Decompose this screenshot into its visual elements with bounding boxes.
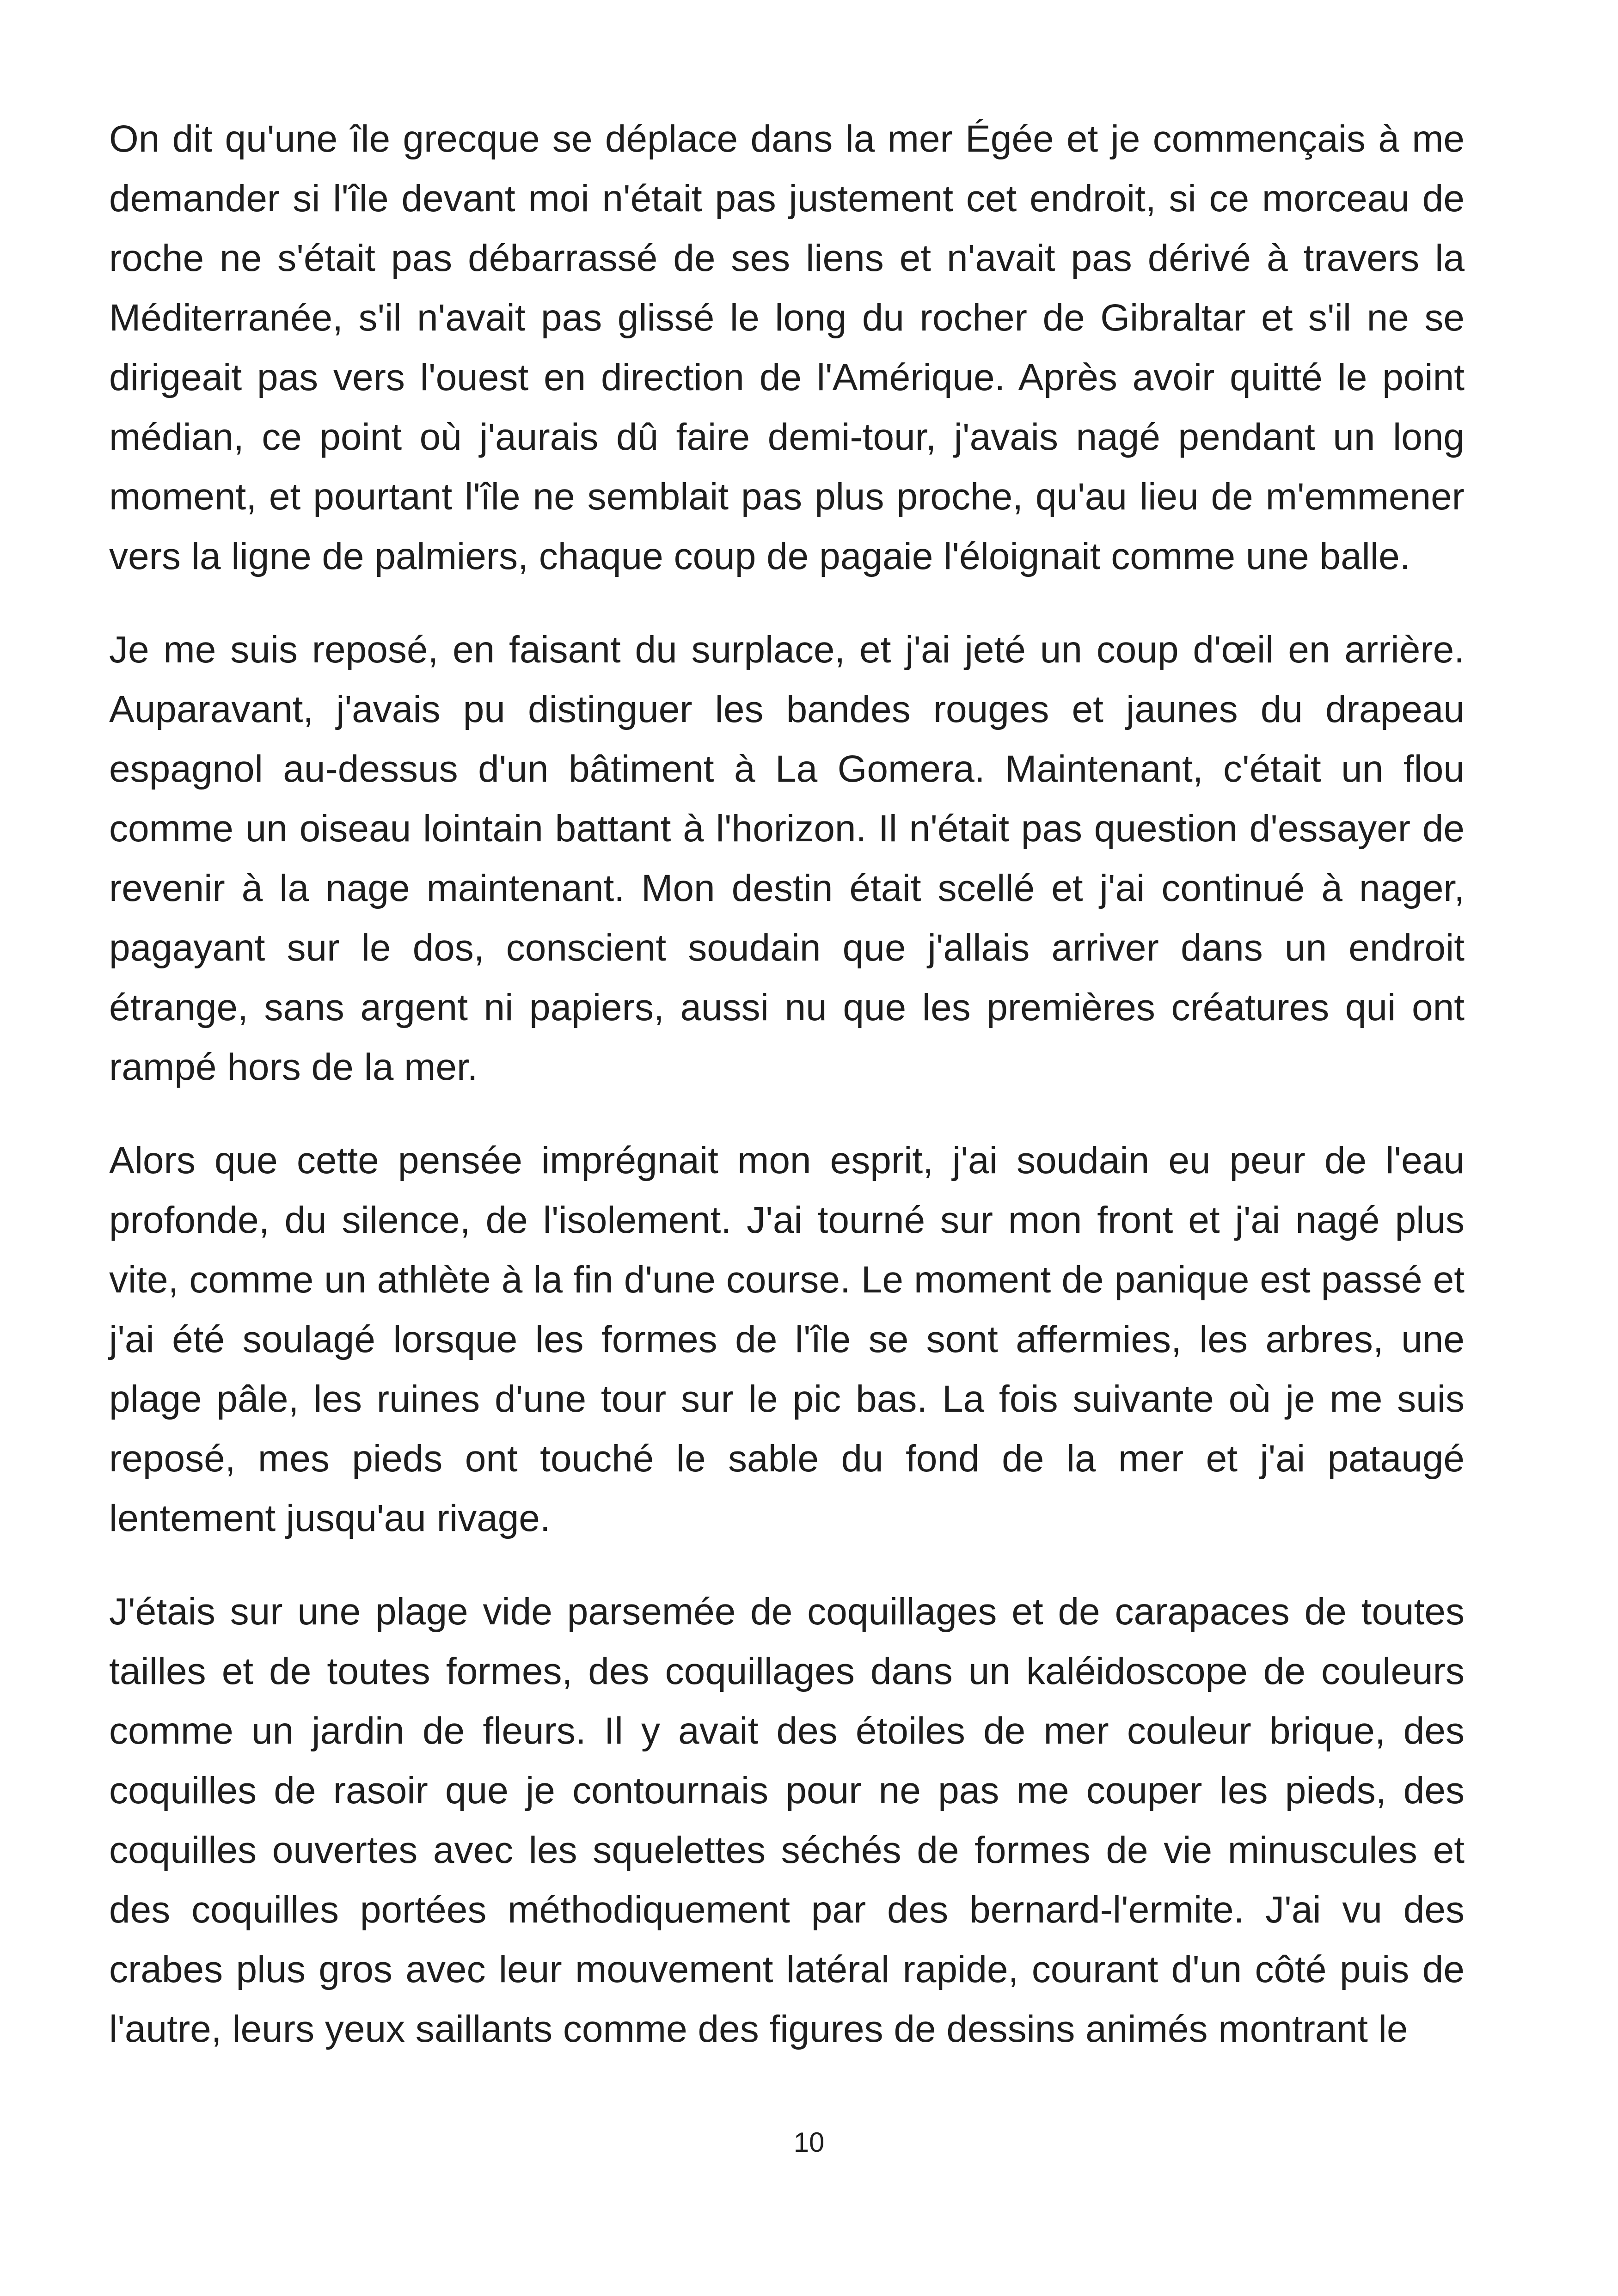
paragraph-3: Alors que cette pensée imprégnait mon esprit, j'ai soudain eu peur de l'eau profonde, du silence, de l'isolement. J'ai tourné sur mon front et j'ai nagé plus vite, comme un athlète à la fin d'une course. Le moment de panique est passé et j'ai été soulagé lorsque les formes de l'île se sont affermies, les arbres, une plage pâle, les ruines d'une tour sur le pic bas. La fois suivante où je me suis reposé, mes pieds ont touché le sable du fond de la mer et j'ai pataugé lentement jusqu'au rivage. xyxy=(109,1139,1465,1539)
document-body xyxy=(109,109,1465,2093)
page-number: 10 xyxy=(793,2127,825,2158)
paragraph-1: On dit qu'une île grecque se déplace dans la mer Égée et je commençais à me demander si l'île devant moi n'était pas justement cet endroit, si ce morceau de roche ne s'était pas débarrassé de ses liens et n'avait pas dérivé à travers la Méditerranée, s'il n'avait pas glissé le long du rocher de Gibraltar et s'il ne se dirigeait pas vers l'ouest en direction de l'Amérique. Après avoir quitté le point médian, ce point où j'aurais dû faire demi-tour, j'avais nagé pendant un long moment, et pourtant l'île ne semblait pas plus proche, qu'au lieu de m'emmener vers la ligne de palmiers, chaque coup de pagaie l'éloignait comme une balle. xyxy=(109,118,1465,577)
paragraph-2: Je me suis reposé, en faisant du surplace, et j'ai jeté un coup d'œil en arrière. Auparavant, j'avais pu distinguer les bandes rouges et jaunes du drapeau espagnol au-dessus d'un bâtiment à La Gomera. Maintenant, c'était un flou comme un oiseau lointain battant à l'horizon. Il n'était pas question d'essayer de revenir à la nage maintenant. Mon destin était scellé et j'ai continué à nager, pagayant sur le dos, conscient soudain que j'allais arriver dans un endroit étrange, sans argent ni papiers, aussi nu que les premières créatures qui ont rampé hors de la mer. xyxy=(109,629,1465,1088)
paragraph-4: J'étais sur une plage vide parsemée de coquillages et de carapaces de toutes tailles et de toutes formes, des coquillages dans un kaléidoscope de couleurs comme un jardin de fleurs. Il y avait des étoiles de mer couleur brique, des coquilles de rasoir que je contournais pour ne pas me couper les pieds, des coquilles ouvertes avec les squelettes séchés de formes de vie minuscules et des coquilles portées méthodiquement par des bernard-l'ermite. J'ai vu des crabes plus gros avec leur mouvement latéral rapide, courant d'un côté puis de l'autre, leurs yeux saillants comme des figures de dessins animés montrant le xyxy=(109,1591,1465,2050)
